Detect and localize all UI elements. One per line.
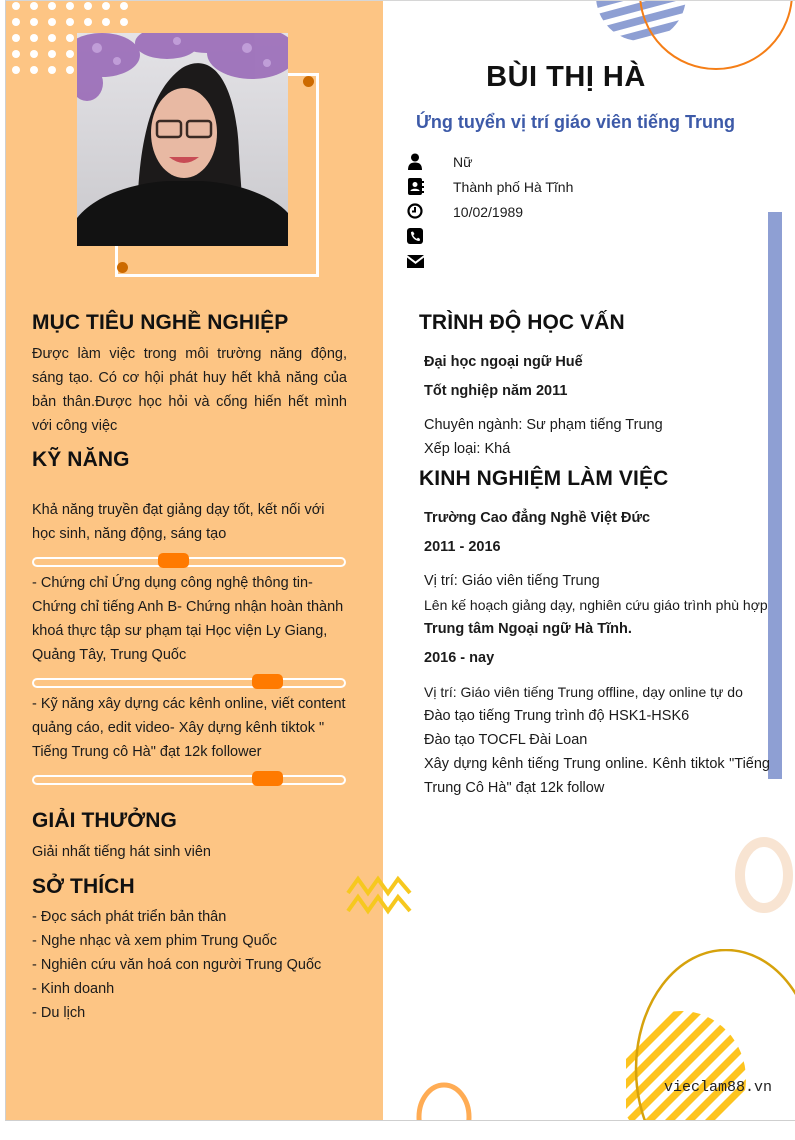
address-value: Thành phố Hà Tĩnh	[453, 179, 574, 195]
phone-icon	[407, 228, 425, 246]
frame-dot	[303, 76, 314, 87]
skill-text: - Chứng chỉ Ứng dụng công nghệ thông tin- Chứng chỉ tiếng Anh B- Chứng nhận hoàn thành khoá thực tập sư phạm tại Học viện Ly Giang, Quảng Tây, Trung Quốc	[32, 575, 344, 663]
objective-text: Được làm việc trong môi trường năng động, sáng tạo. Có cơ hội phát huy hết khả năng của bản thân.Được học hỏi và cống hiến hết mình với công việc	[32, 346, 347, 434]
education-major: Chuyên ngành: Sư phạm tiếng Trung	[424, 417, 663, 433]
job-period: 2016 - nay	[424, 650, 495, 666]
slider-knob[interactable]	[252, 674, 283, 689]
zigzag-decoration	[346, 871, 416, 917]
objective-title: MỤC TIÊU NGHỀ NGHIỆP	[32, 311, 289, 334]
skill-text: Khả năng truyền đạt giảng dạy tốt, kết nối với học sinh, năng động, sáng tạo	[32, 502, 325, 542]
education-graduated: Tốt nghiệp năm 2011	[424, 383, 568, 399]
candidate-name: BÙI THỊ HÀ	[486, 61, 646, 93]
hobby-item: - Nghe nhạc và xem phim Trung Quốc	[32, 933, 278, 949]
job-line: Xây dựng kênh tiếng Trung online. Kênh tiktok "Tiếng Trung Cô Hà" đạt 12k follow	[424, 756, 770, 796]
arch-decoration	[411, 1077, 481, 1121]
gender-value: Nữ	[453, 154, 473, 170]
applied-position: Ứng tuyển vị trí giáo viên tiếng Trung	[416, 112, 735, 132]
profile-photo	[77, 33, 288, 246]
skill-text: - Kỹ năng xây dựng các kênh online, viết content quảng cáo, edit video- Xây dựng kênh tiktok " Tiếng Trung cô Hà" đạt 12k follower	[32, 696, 346, 760]
job-line: Đào tạo TOCFL Đài Loan	[424, 732, 588, 748]
skill-level-slider[interactable]	[32, 775, 346, 785]
frame-dot	[117, 262, 128, 273]
education-grade: Xếp loại: Khá	[424, 441, 511, 457]
job-line: Vị trí: Giáo viên tiếng Trung	[424, 573, 600, 589]
awards-title: GIẢI THƯỞNG	[32, 809, 177, 832]
education-title: TRÌNH ĐỘ HỌC VẤN	[419, 311, 625, 334]
hobby-item: - Đọc sách phát triển bản thân	[32, 909, 227, 925]
clock-icon	[407, 203, 425, 221]
education-school: Đại học ngoại ngữ Huế	[424, 354, 583, 370]
accent-bar	[768, 212, 782, 779]
skill-level-slider[interactable]	[32, 678, 346, 688]
awards-text: Giải nhất tiếng hát sinh viên	[32, 844, 211, 860]
user-icon	[407, 153, 425, 171]
job-company: Trường Cao đẳng Nghề Việt Đức	[424, 510, 651, 526]
job-period: 2011 - 2016	[424, 539, 501, 555]
job-line: Vị trí: Giáo viên tiếng Trung offline, dạy online tự do	[424, 684, 743, 700]
job-line: Đào tạo tiếng Trung trình độ HSK1-HSK6	[424, 708, 690, 724]
birthdate-value: 10/02/1989	[453, 204, 524, 220]
left-panel	[6, 1, 383, 1120]
skill-level-slider[interactable]	[32, 557, 346, 567]
envelope-icon	[407, 253, 425, 271]
cv-page	[5, 0, 795, 1121]
job-company: Trung tâm Ngoại ngữ Hà Tĩnh.	[424, 621, 632, 637]
experience-title: KINH NGHIỆM LÀM VIỆC	[419, 467, 669, 490]
job-line: Lên kế hoạch giảng dạy, nghiên cứu giáo trình phù hợp	[424, 597, 768, 613]
slider-knob[interactable]	[158, 553, 189, 568]
slider-knob[interactable]	[252, 771, 283, 786]
hobby-item: - Kinh doanh	[32, 981, 115, 997]
hobbies-title: SỞ THÍCH	[32, 875, 135, 898]
ring-decoration	[731, 833, 795, 917]
hobby-item: - Nghiên cứu văn hoá con người Trung Quốc	[32, 957, 322, 973]
skills-title: KỸ NĂNG	[32, 448, 130, 471]
address-book-icon	[407, 178, 425, 196]
hobby-item: - Du lịch	[32, 1005, 86, 1021]
watermark: vieclam88.vn	[664, 1079, 773, 1096]
